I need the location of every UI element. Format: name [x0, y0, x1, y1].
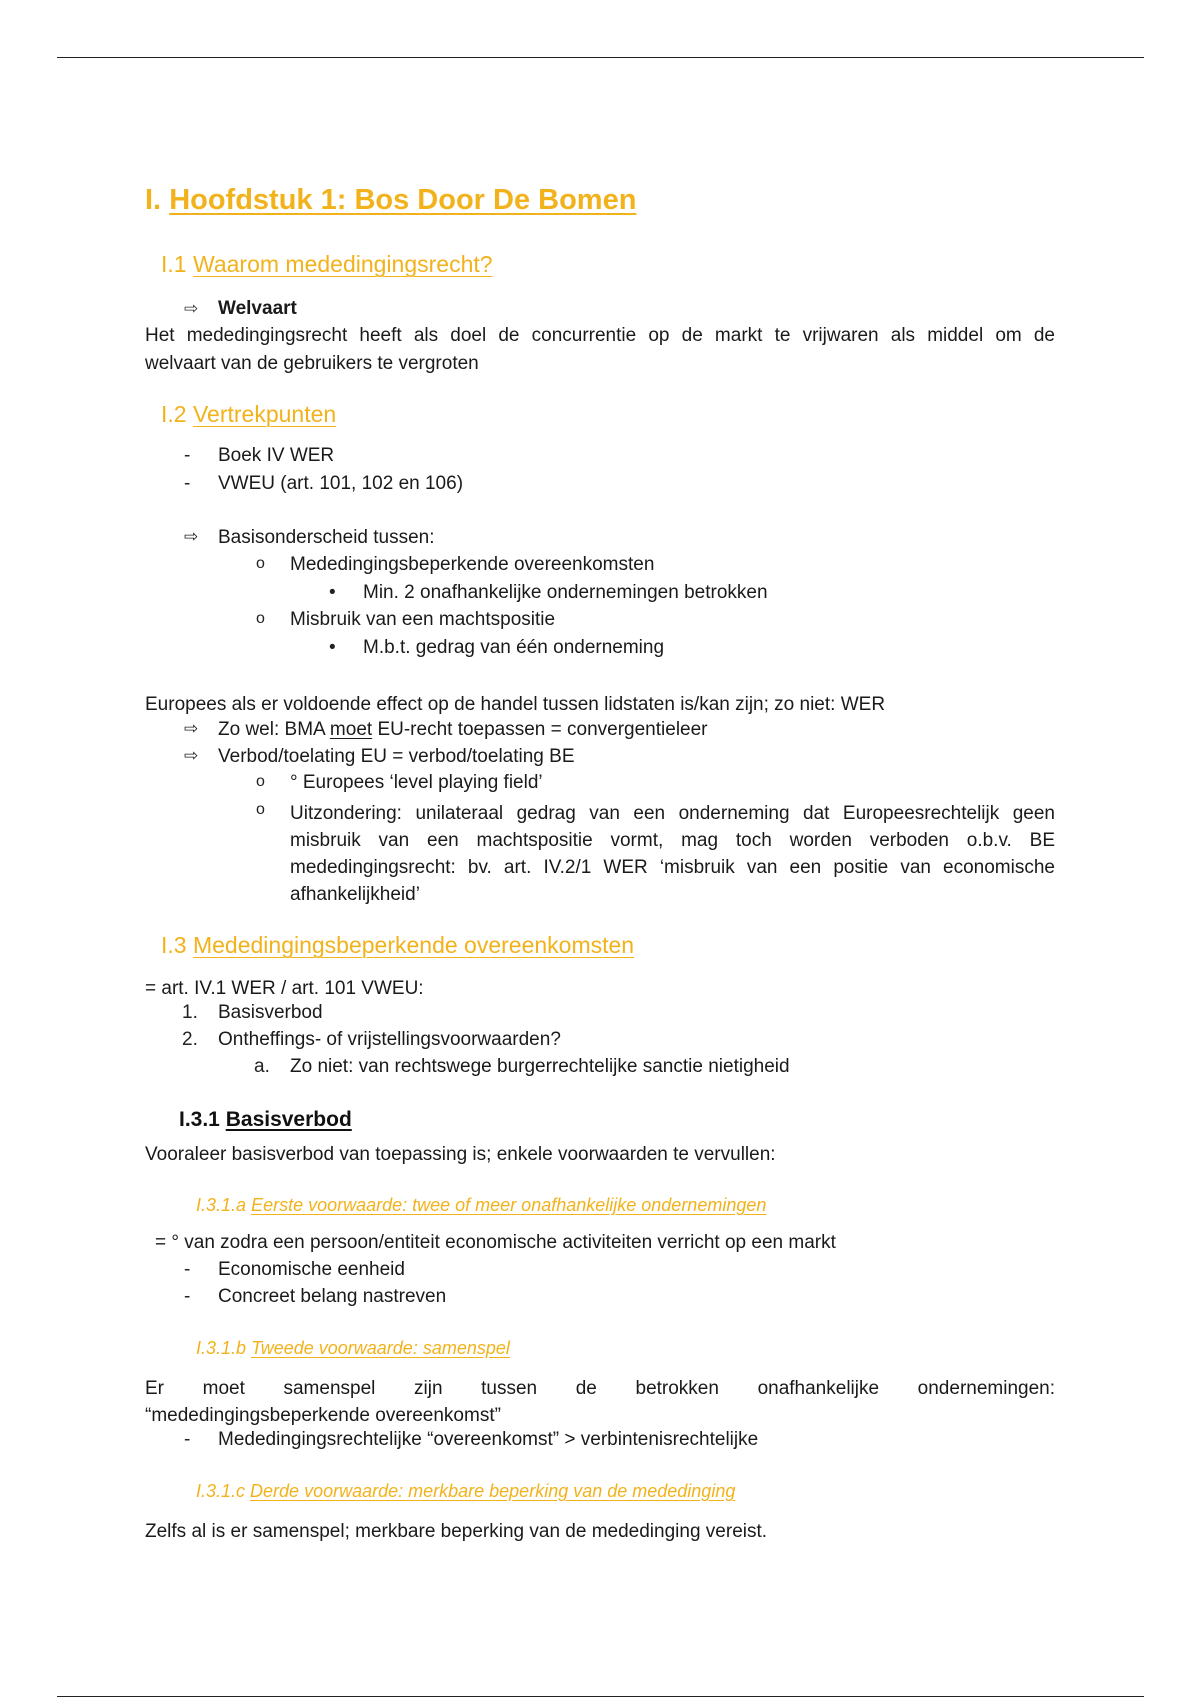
- section-title: Waarom mededingingsrecht?: [192, 251, 493, 277]
- sub-subsection-title: Eerste voorwaarde: twee of meer onafhankelijke ondernemingen: [251, 1195, 767, 1215]
- arrow-item-text: Basisonderscheid tussen:: [218, 527, 435, 548]
- paragraph-line: Europees als er voldoende effect op de handel tussen lidstaten is/kan zijn; zo niet: WER: [145, 694, 886, 715]
- list-item-text: ° Europees ‘level playing field’: [290, 772, 543, 793]
- paragraph-line: Vooraleer basisverbod van toepassing is; enkele voorwaarden te vervullen:: [145, 1144, 776, 1165]
- list-item-text: Uitzondering: unilateraal gedrag van een onderneming dat Europeesrechtelijk geen: [290, 803, 1055, 824]
- number-marker: 1.: [182, 1002, 198, 1023]
- section-heading-1-2: [161, 401, 336, 428]
- sub-subsection-number: I.3.1.c: [196, 1481, 246, 1501]
- list-item-text: misbruik van een machtspositie vormt, mag toch worden verboden o.b.v. BE: [290, 830, 1055, 851]
- subsection-number: I.3.1: [179, 1108, 220, 1131]
- paragraph-line: = ° van zodra een persoon/entiteit economische activiteiten verricht op een markt: [155, 1232, 836, 1253]
- circle-bullet-icon: o: [256, 555, 265, 572]
- paragraph-line: Het mededingingsrecht heeft als doel de concurrentie op de markt te vrijwaren als middel om de: [145, 325, 1055, 346]
- list-item-text: Mededingingsbeperkende overeenkomsten: [290, 554, 655, 575]
- list-item-text: afhankelijkheid’: [290, 884, 420, 905]
- circle-bullet-icon: o: [256, 610, 265, 627]
- footer-rule: [57, 1696, 1144, 1697]
- sub-subsection-title: Derde voorwaarde: merkbare beperking van de mededinging: [250, 1481, 736, 1501]
- arrow-item-text: Zo wel: BMA moet EU-recht toepassen = convergentieleer: [218, 719, 708, 740]
- arrow-item-welvaart: [184, 298, 297, 320]
- subsection-heading-1-3-1: [179, 1108, 352, 1132]
- paragraph-line: Zelfs al is er samenspel; merkbare beperking van de mededinging vereist.: [145, 1521, 768, 1542]
- letter-marker: a.: [254, 1056, 270, 1077]
- circle-bullet-icon: o: [256, 801, 265, 818]
- sub-subsection-number: I.3.1.a: [196, 1195, 247, 1215]
- list-item-text: VWEU (art. 101, 102 en 106): [218, 473, 464, 494]
- section-heading-1-3: [161, 932, 634, 959]
- dash-marker: -: [184, 445, 191, 466]
- paragraph-line: = art. IV.1 WER / art. 101 VWEU:: [145, 978, 424, 999]
- chapter-heading: [145, 184, 636, 217]
- sub-subsection-title: Tweede voorwaarde: samenspel: [251, 1338, 510, 1358]
- arrow-item-text: Verbod/toelating EU = verbod/toelating BE: [218, 746, 575, 767]
- sub-subsection-heading-a: [196, 1195, 766, 1216]
- arrow-right-icon: ⇨: [184, 719, 199, 738]
- paragraph-line: “mededingingsbeperkende overeenkomst”: [145, 1405, 501, 1426]
- section-title: Mededingingsbeperkende overeenkomsten: [192, 932, 635, 958]
- dash-marker: -: [184, 1259, 191, 1280]
- paragraph-line: Er moet samenspel zijn tussen de betrokken onafhankelijke ondernemingen:: [145, 1378, 1055, 1399]
- section-number: I.3: [161, 932, 187, 958]
- list-item-text: Basisverbod: [218, 1002, 323, 1023]
- arrow-right-icon: ⇨: [184, 746, 199, 765]
- dash-marker: -: [184, 473, 191, 494]
- dash-marker: -: [184, 1429, 191, 1450]
- disc-bullet-icon: •: [329, 582, 336, 603]
- list-item-text: Mededingingsrechtelijke “overeenkomst” > verbintenisrechtelijke: [218, 1429, 759, 1450]
- section-title: Vertrekpunten: [192, 401, 337, 427]
- list-item-text: Zo niet: van rechtswege burgerrechtelijke sanctie nietigheid: [290, 1056, 790, 1077]
- section-heading-1-1: [161, 251, 493, 278]
- disc-bullet-icon: •: [329, 637, 336, 658]
- chapter-title: Hoofdstuk 1: Bos Door De Bomen: [169, 184, 637, 216]
- paragraph-line: welvaart van de gebruikers te vergroten: [145, 353, 479, 374]
- sub-subsection-heading-c: [196, 1481, 735, 1502]
- list-item-text: Boek IV WER: [218, 445, 335, 466]
- arrow-right-icon: ⇨: [184, 299, 199, 318]
- list-item-text: M.b.t. gedrag van één onderneming: [363, 637, 665, 658]
- list-item-text: mededingingsrecht: bv. art. IV.2/1 WER ‘misbruik van een positie van economische: [290, 857, 1055, 878]
- subsection-title: Basisverbod: [225, 1108, 352, 1131]
- number-marker: 2.: [182, 1029, 198, 1050]
- arrow-label: Welvaart: [218, 298, 297, 319]
- header-rule: [57, 57, 1144, 58]
- section-number: I.2: [161, 401, 187, 427]
- sub-subsection-number: I.3.1.b: [196, 1338, 247, 1358]
- list-item-text: Ontheffings- of vrijstellingsvoorwaarden?: [218, 1029, 561, 1050]
- dash-marker: -: [184, 1286, 191, 1307]
- list-item-text: Concreet belang nastreven: [218, 1286, 447, 1307]
- arrow-right-icon: ⇨: [184, 527, 199, 546]
- chapter-number: I.: [145, 184, 162, 216]
- list-item-text: Economische eenheid: [218, 1259, 405, 1280]
- sub-subsection-heading-b: [196, 1338, 510, 1359]
- list-item-text: Min. 2 onafhankelijke ondernemingen betrokken: [363, 582, 768, 603]
- circle-bullet-icon: o: [256, 773, 265, 790]
- list-item-text: Misbruik van een machtspositie: [290, 609, 556, 630]
- section-number: I.1: [161, 251, 187, 277]
